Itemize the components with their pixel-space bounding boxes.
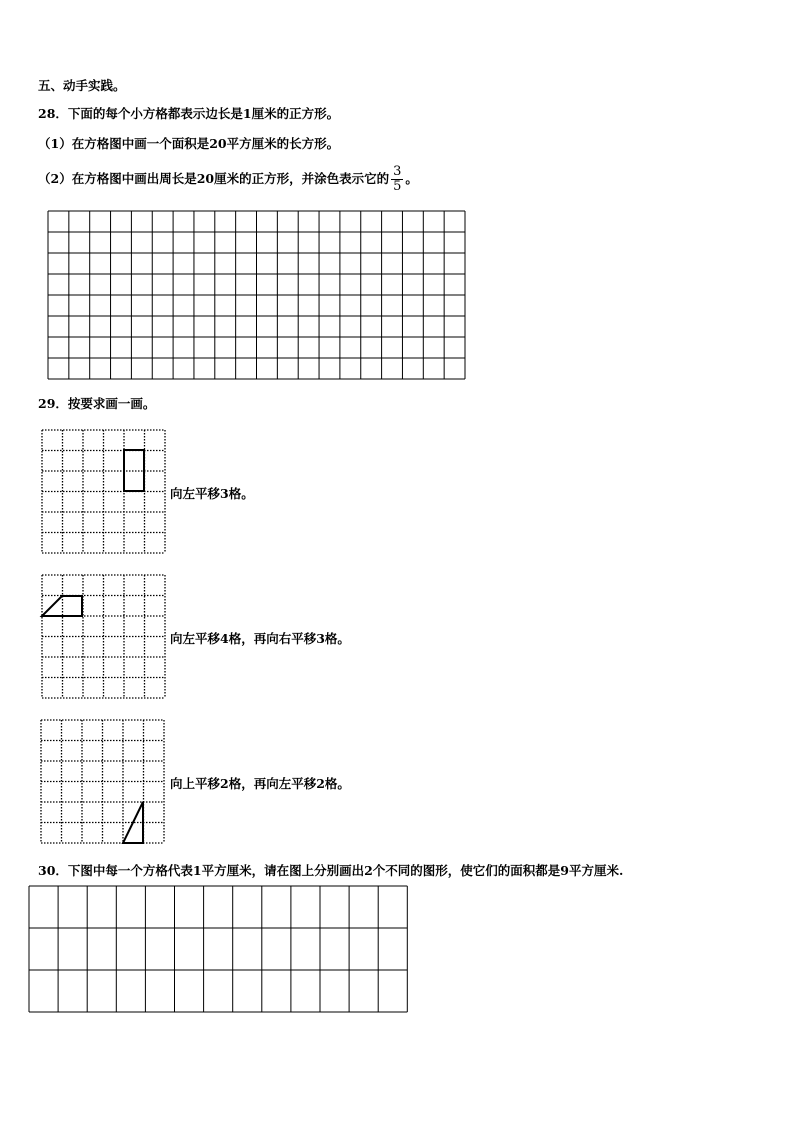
q29-grid-1[interactable] (42, 430, 166, 554)
q28-part2-end: 。 (405, 171, 418, 186)
fraction-denominator: 5 (393, 179, 402, 194)
section-title: 五、动手实践。 (38, 78, 126, 93)
q28-square-grid[interactable] (48, 211, 466, 381)
q29-instruction-1: 向左平移3格。 (170, 486, 254, 501)
grid-lines (29, 886, 407, 1012)
q29-instruction-3: 向上平移2格，再向左平移2格。 (170, 776, 350, 791)
q29-instruction-2: 向左平移4格，再向右平移3格。 (170, 631, 350, 646)
grid-lines (42, 575, 165, 698)
grid-lines (48, 211, 465, 379)
q29-stem: 29．按要求画一画。 (38, 396, 156, 411)
grid-lines (41, 720, 164, 843)
fraction-numerator: 3 (393, 164, 402, 179)
q29-grid-3[interactable] (41, 720, 165, 844)
q30-square-grid[interactable] (29, 886, 408, 1013)
q30-stem: 30．下图中每一个方格代表1平方厘米，请在图上分别画出2个不同的图形，使它们的面积都是9平方厘米. (38, 863, 624, 878)
q28-part2 (38, 164, 418, 194)
q29-grid-2[interactable] (42, 575, 166, 699)
grid-lines (42, 430, 165, 553)
q28-part2-text: （2）在方格图中画出周长是20厘米的正方形，并涂色表示它的 (38, 171, 390, 186)
fraction-three-fifths (391, 165, 403, 194)
q28-stem: 28．下面的每个小方格都表示边长是1厘米的正方形。 (38, 106, 340, 121)
q28-part1: （1）在方格图中画一个面积是20平方厘米的长方形。 (38, 136, 340, 151)
